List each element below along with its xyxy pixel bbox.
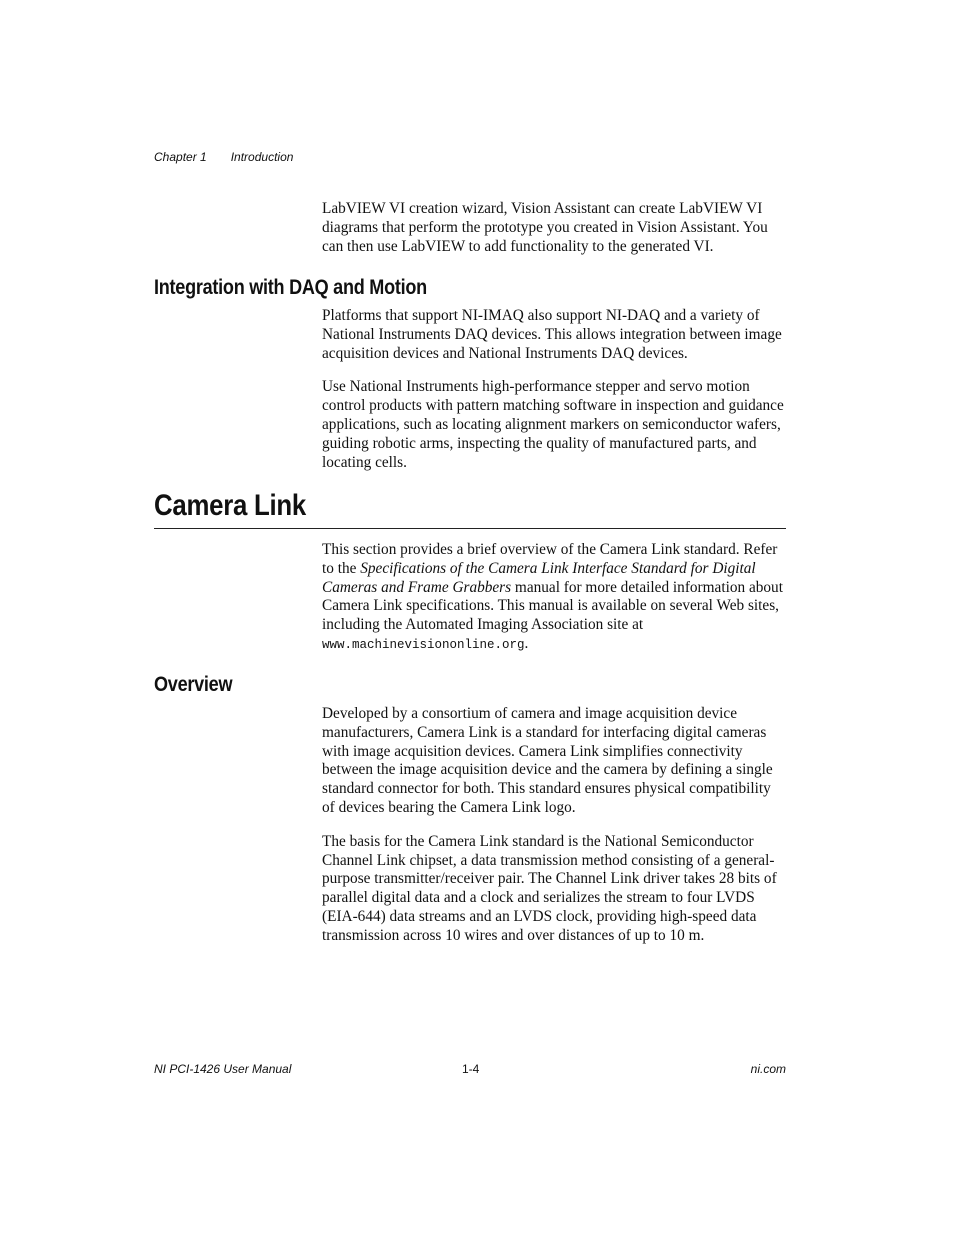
heading-overview: Overview — [154, 673, 233, 696]
camera-link-paragraph-block — [322, 541, 786, 655]
camera-link-text-b: manual for more detailed information about Camera Link specifications. This manual is available on several Web sites, including the Automated Imaging Association site at — [322, 578, 783, 634]
spec-title-italic: Specifications of the Camera Link Interface Standard for Digital Cameras and Frame Grabbers — [322, 559, 756, 596]
running-header — [154, 150, 293, 164]
camera-link-period: . — [524, 634, 529, 652]
aia-url[interactable]: www.machinevisiononline.org — [322, 637, 525, 652]
camera-link-paragraph — [322, 541, 786, 655]
heading-daq-motion: Integration with DAQ and Motion — [154, 276, 427, 299]
intro-paragraph-block — [322, 200, 786, 256]
heading-camera-link: Camera Link — [154, 489, 307, 522]
footer-manual-title: NI PCI-1426 User Manual — [154, 1062, 292, 1076]
footer-page-number: 1-4 — [462, 1062, 480, 1076]
footer-website[interactable]: ni.com — [750, 1062, 786, 1076]
camera-link-text-a: This section provides a brief overview of the Camera Link standard. Refer to the — [322, 541, 778, 577]
overview-paragraph-1: Developed by a consortium of camera and image acquisition device manufacturers, Camera Link is a standard for interfacing digital cameras with image acquisition devices. Camera Link simplifies connectivity between the image acquisition device and the camera by defining a single standard connector for both. This standard ensures physical compatibility of devices bearing the Camera Link logo. — [322, 705, 773, 816]
intro-paragraph: LabVIEW VI creation wizard, Vision Assistant can create LabVIEW VI diagrams that perform the prototype you created in Vision Assistant. You can then use LabVIEW to add functionality to the generated VI. — [322, 200, 768, 255]
overview-paragraph-block — [322, 705, 786, 946]
daq-paragraph-2: Use National Instruments high-performance stepper and servo motion control products with pattern matching software in inspection and guidance applications, such as locating alignment markers on semiconductor wafers, guiding robotic arms, inspecting the quality of manufactured parts, and locating cells. — [322, 378, 784, 471]
chapter-title: Introduction — [230, 150, 294, 164]
section-rule — [154, 528, 786, 529]
chapter-number: Chapter 1 — [154, 150, 207, 164]
overview-paragraph-2: The basis for the Camera Link standard is the National Semiconductor Channel Link chipset, a data transmission method consisting of a general-purpose transmitter/receiver pair. The Channel Link driver takes 28 bits of parallel digital data and a clock and serializes the stream to four LVDS (EIA-644) data streams and an LVDS clock, providing high-speed data transmission across 10 wires and over distances of up to 10 m. — [322, 832, 777, 944]
daq-paragraph-1: Platforms that support NI-IMAQ also support NI-DAQ and a variety of National Instruments DAQ devices. This allows integration between image acquisition devices and National Instruments DAQ devices. — [322, 307, 782, 362]
daq-paragraph-block — [322, 307, 786, 472]
